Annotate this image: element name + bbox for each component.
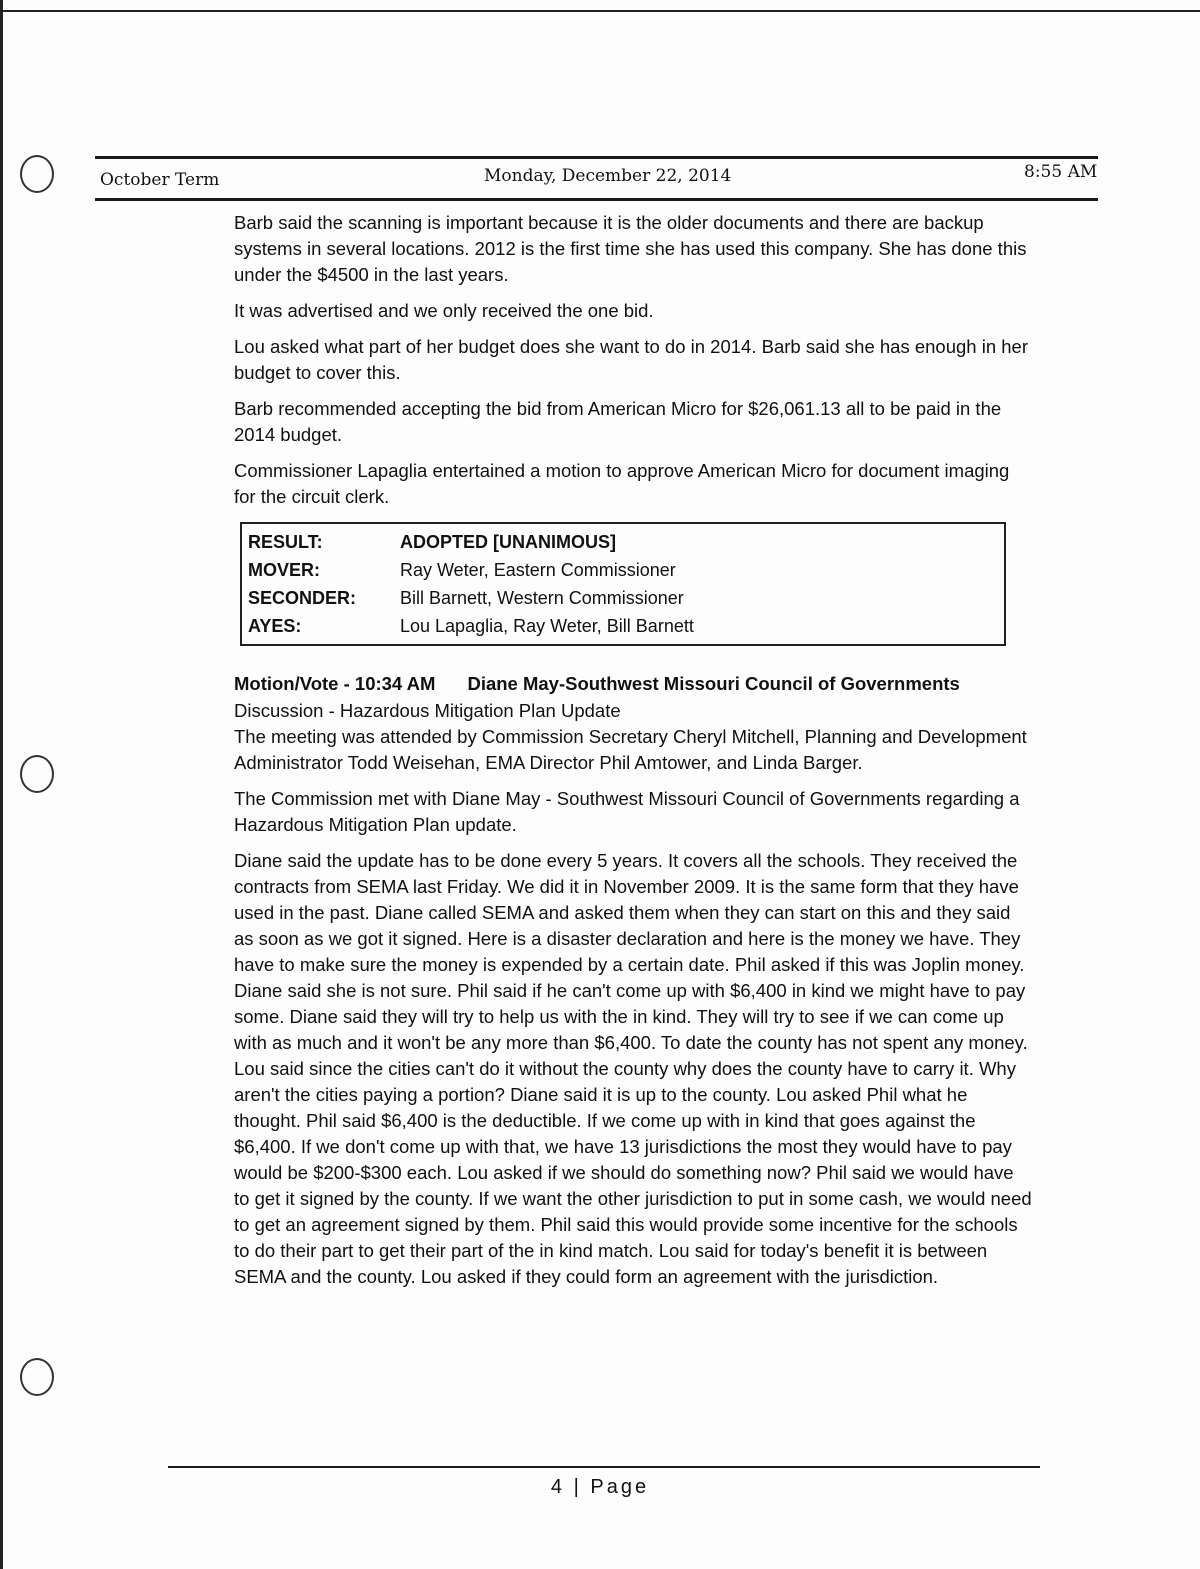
vote-row-seconder	[248, 584, 1004, 612]
minutes-body	[234, 210, 1034, 1300]
punch-hole	[20, 755, 54, 793]
paragraph: The Commission met with Diane May - Southwest Missouri Council of Governments regarding a Hazardous Mitigation Plan update.	[234, 788, 1020, 835]
header-date: Monday, December 22, 2014	[484, 166, 732, 186]
vote-row-result	[248, 528, 1004, 556]
paragraph: It was advertised and we only received the one bid.	[234, 300, 654, 321]
vote-label: AYES:	[248, 616, 302, 636]
header-term: October Term	[100, 170, 220, 190]
scan-edge-left	[0, 0, 3, 1569]
paragraph: Barb recommended accepting the bid from American Micro for $26,061.13 all to be paid in the 2014 budget.	[234, 398, 1002, 445]
vote-seconder: Bill Barnett, Western Commissioner	[400, 588, 684, 608]
vote-result-box	[240, 522, 1006, 646]
scan-edge	[0, 0, 1200, 12]
punch-hole	[20, 155, 54, 193]
footer-rule	[168, 1466, 1040, 1468]
header-rule	[95, 156, 1098, 159]
header-rule	[95, 198, 1098, 201]
motion-title: Motion/Vote - 10:34 AM	[234, 673, 436, 694]
vote-mover: Ray Weter, Eastern Commissioner	[400, 560, 676, 580]
vote-label: SECONDER:	[248, 588, 357, 608]
paragraph: Commissioner Lapaglia entertained a motion to approve American Micro for document imaging for the circuit clerk.	[234, 460, 1010, 507]
paragraph: Lou asked what part of her budget does she want to do in 2014. Barb said she has enough in her budget to cover this.	[234, 336, 1029, 383]
vote-ayes: Lou Lapaglia, Ray Weter, Bill Barnett	[400, 616, 694, 636]
punch-hole	[20, 1358, 54, 1396]
motion-topic: Diane May-Southwest Missouri Council of Governments	[467, 673, 960, 694]
vote-row-mover	[248, 556, 1004, 584]
vote-label: MOVER:	[248, 560, 320, 580]
page-number: 4 | Page	[550, 1476, 650, 1498]
motion-discussion: Discussion - Hazardous Mitigation Plan Update	[234, 700, 621, 721]
vote-result: ADOPTED [UNANIMOUS]	[400, 532, 616, 552]
vote-label: RESULT:	[248, 532, 323, 552]
motion-heading	[234, 670, 1034, 698]
paragraph: Barb said the scanning is important because it is the older documents and there are backup systems in several locations. 2012 is the first time she has used this company. She has done this under the $4500 in the last years.	[234, 212, 1027, 285]
vote-row-ayes	[248, 612, 1004, 640]
paragraph: Diane said the update has to be done every 5 years. It covers all the schools. They received the contracts from SEMA last Friday. We did it in November 2009. It is the same form that they have used in the past. Diane called SEMA and asked them when they can start on this and they said as soon as we got it signed. Here is a disaster declaration and here is the money we have. They have to make sure the money is expended by a certain date. Phil asked if this was Joplin money. Diane said she is not sure. Phil said if he can't come up with $6,400 in kind we might have to pay some. Diane said they will try to help us with the in kind. They will try to see if we can come up with as much and it won't be any more than $6,400. To date the county has not spent any money. Lou said since the cities can't do it without the county why does the county have to carry it. Why aren't the cities paying a portion? Diane said it is up to the county. Lou asked Phil what he thought. Phil said $6,400 is the deductible. If we come up with in kind that goes against the $6,400. If we don't come up with that, we have 13 jurisdictions the most they would have to pay would be $200-$300 each. Lou asked if we should do something now? Phil said we would have to get it signed by the county. If we want the other jurisdiction to put in some cash, we would need to get an agreement signed by them. Phil said this would provide some incentive for the schools to do their part to get their part of the in kind match. Lou said for today's benefit it is between SEMA and the county. Lou asked if they could form an agreement with the jurisdiction.	[234, 850, 1032, 1287]
header-time: 8:55 AM	[1024, 162, 1098, 182]
motion-attendance: The meeting was attended by Commission Secretary Cheryl Mitchell, Planning and Development Administrator Todd Weisehan, EMA Director Phil Amtower, and Linda Barger.	[234, 726, 1027, 773]
